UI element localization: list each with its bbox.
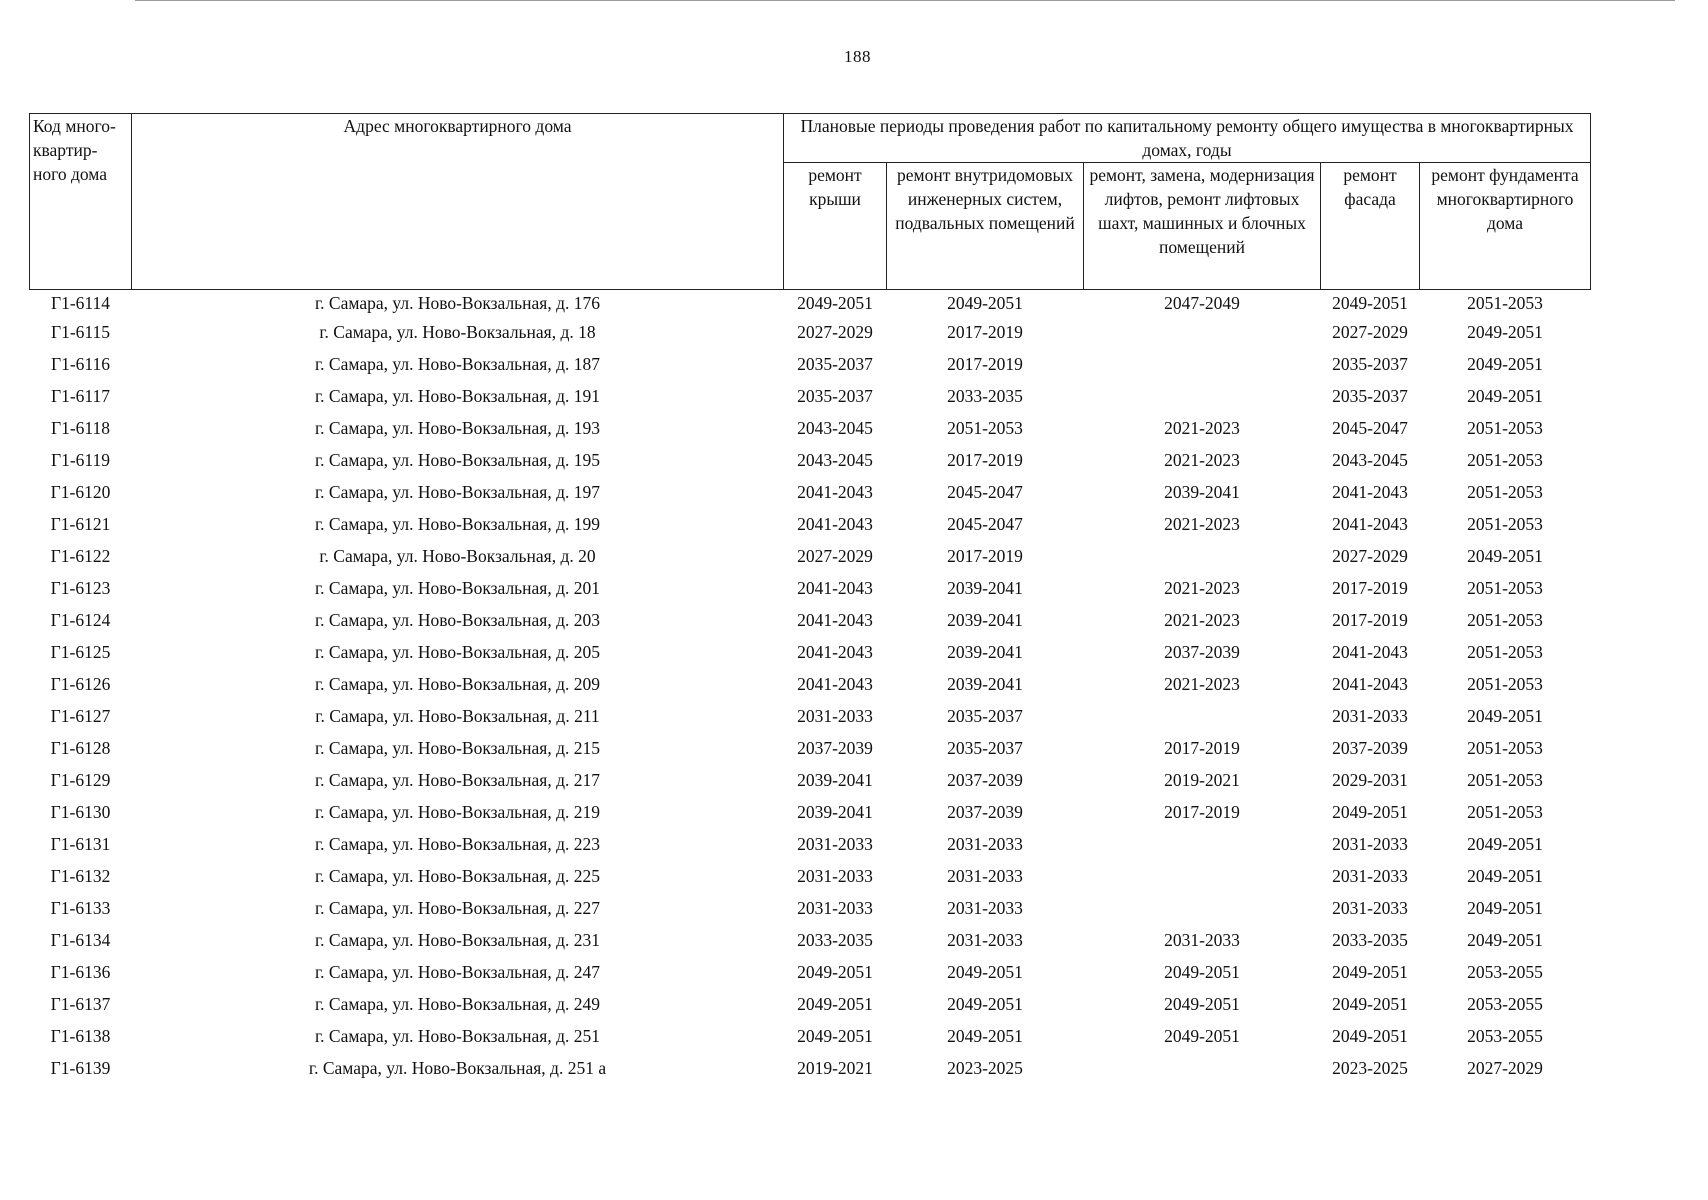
cell-building-code: Г1-6132 (50, 866, 111, 886)
cell-roof-period: 2035-2037 (797, 354, 873, 374)
cell-foundation-period: 2051-2053 (1467, 610, 1543, 630)
cell-foundation-period: 2049-2051 (1467, 546, 1543, 566)
cell-roof-period: 2041-2043 (797, 642, 873, 662)
cell-facade-period: 2043-2045 (1332, 450, 1408, 470)
cell-facade-period: 2033-2035 (1332, 930, 1408, 950)
cell-engineering-period: 2039-2041 (947, 674, 1023, 694)
cell-elevator-period: 2017-2019 (1164, 802, 1240, 822)
cell-facade-period: 2017-2019 (1332, 578, 1408, 598)
cell-roof-period: 2027-2029 (797, 546, 873, 566)
cell-address: г. Самара, ул. Ново-Вокзальная, д. 193 (314, 418, 601, 438)
cell-foundation-period: 2053-2055 (1467, 962, 1543, 982)
header-engineering-repair: ремонт внутридомовых инженерных систем, подвальных помещений (887, 163, 1084, 290)
table-row (30, 290, 1591, 317)
cell-elevator-period (1084, 700, 1321, 732)
cell-engineering-period: 2031-2033 (947, 930, 1023, 950)
cell-building-code: Г1-6118 (50, 418, 111, 438)
table-row (30, 476, 1591, 508)
cell-roof-period: 2049-2051 (797, 994, 873, 1014)
cell-building-code: Г1-6134 (50, 930, 111, 950)
cell-address: г. Самара, ул. Ново-Вокзальная, д. 176 (314, 293, 601, 313)
cell-address: г. Самара, ул. Ново-Вокзальная, д. 231 (314, 930, 601, 950)
table-row (30, 924, 1591, 956)
cell-foundation-period: 2051-2053 (1467, 450, 1543, 470)
table-row (30, 380, 1591, 412)
cell-facade-period: 2029-2031 (1332, 770, 1408, 790)
cell-engineering-period: 2033-2035 (947, 386, 1023, 406)
table-row (30, 636, 1591, 668)
cell-roof-period: 2041-2043 (797, 578, 873, 598)
cell-building-code: Г1-6126 (50, 674, 111, 694)
cell-elevator-period (1084, 380, 1321, 412)
cell-foundation-period: 2051-2053 (1467, 642, 1543, 662)
cell-roof-period: 2041-2043 (797, 514, 873, 534)
cell-elevator-period: 2021-2023 (1164, 450, 1240, 470)
header-foundation-repair: ремонт фундамента многоквартирного дома (1420, 163, 1591, 290)
table-row (30, 348, 1591, 380)
cell-engineering-period: 2017-2019 (947, 354, 1023, 374)
cell-engineering-period: 2051-2053 (947, 418, 1023, 438)
cell-facade-period: 2041-2043 (1332, 642, 1408, 662)
table-row (30, 988, 1591, 1020)
cell-roof-period: 2041-2043 (797, 610, 873, 630)
cell-address: г. Самара, ул. Ново-Вокзальная, д. 18 (319, 322, 596, 342)
cell-roof-period: 2049-2051 (797, 962, 873, 982)
cell-foundation-period: 2051-2053 (1467, 802, 1543, 822)
cell-address: г. Самара, ул. Ново-Вокзальная, д. 247 (314, 962, 601, 982)
cell-elevator-period: 2021-2023 (1164, 418, 1240, 438)
cell-roof-period: 2041-2043 (797, 482, 873, 502)
page-number: 188 (844, 47, 871, 66)
cell-facade-period: 2041-2043 (1332, 514, 1408, 534)
cell-facade-period: 2031-2033 (1332, 834, 1408, 854)
cell-building-code: Г1-6137 (50, 994, 111, 1014)
cell-building-code: Г1-6138 (50, 1026, 111, 1046)
cell-foundation-period: 2049-2051 (1467, 354, 1543, 374)
cell-elevator-period (1084, 1052, 1321, 1084)
table-row (30, 1052, 1591, 1084)
cell-elevator-period (1084, 348, 1321, 380)
cell-facade-period: 2049-2051 (1332, 1026, 1408, 1046)
cell-address: г. Самара, ул. Ново-Вокзальная, д. 205 (314, 642, 601, 662)
cell-address: г. Самара, ул. Ново-Вокзальная, д. 199 (314, 514, 601, 534)
cell-elevator-period (1084, 540, 1321, 572)
header-building-code: Код много-квартир-ного дома (30, 114, 132, 290)
table-row (30, 508, 1591, 540)
table-row (30, 604, 1591, 636)
cell-roof-period: 2019-2021 (797, 1058, 873, 1078)
table-row (30, 540, 1591, 572)
cell-building-code: Г1-6128 (50, 738, 111, 758)
cell-roof-period: 2049-2051 (797, 293, 873, 313)
cell-facade-period: 2049-2051 (1332, 293, 1408, 313)
cell-engineering-period: 2035-2037 (947, 738, 1023, 758)
cell-facade-period: 2017-2019 (1332, 610, 1408, 630)
header-facade-repair: ремонт фасада (1321, 163, 1420, 290)
cell-roof-period: 2031-2033 (797, 706, 873, 726)
cell-foundation-period: 2051-2053 (1467, 482, 1543, 502)
cell-address: г. Самара, ул. Ново-Вокзальная, д. 219 (314, 802, 601, 822)
header-roof-repair: ремонт крыши (784, 163, 887, 290)
cell-elevator-period: 2039-2041 (1164, 482, 1240, 502)
cell-building-code: Г1-6139 (50, 1058, 111, 1078)
table-row (30, 668, 1591, 700)
cell-foundation-period: 2049-2051 (1467, 834, 1543, 854)
cell-building-code: Г1-6114 (50, 293, 111, 313)
cell-building-code: Г1-6125 (50, 642, 111, 662)
cell-address: г. Самара, ул. Ново-Вокзальная, д. 20 (319, 546, 596, 566)
cell-address: г. Самара, ул. Ново-Вокзальная, д. 203 (314, 610, 601, 630)
cell-building-code: Г1-6124 (50, 610, 111, 630)
cell-elevator-period (1084, 892, 1321, 924)
cell-elevator-period: 2021-2023 (1164, 674, 1240, 694)
cell-engineering-period: 2049-2051 (947, 1026, 1023, 1046)
cell-building-code: Г1-6136 (50, 962, 111, 982)
table-row (30, 316, 1591, 348)
cell-engineering-period: 2045-2047 (947, 482, 1023, 502)
cell-address: г. Самара, ул. Ново-Вокзальная, д. 211 (315, 706, 600, 726)
cell-elevator-period: 2017-2019 (1164, 738, 1240, 758)
cell-elevator-period: 2049-2051 (1164, 994, 1240, 1014)
cell-facade-period: 2035-2037 (1332, 354, 1408, 374)
cell-facade-period: 2031-2033 (1332, 706, 1408, 726)
cell-address: г. Самара, ул. Ново-Вокзальная, д. 187 (314, 354, 601, 374)
cell-address: г. Самара, ул. Ново-Вокзальная, д. 249 (314, 994, 601, 1014)
cell-building-code: Г1-6133 (50, 898, 111, 918)
cell-facade-period: 2049-2051 (1332, 962, 1408, 982)
cell-address: г. Самара, ул. Ново-Вокзальная, д. 217 (314, 770, 601, 790)
cell-facade-period: 2041-2043 (1332, 674, 1408, 694)
table-row (30, 956, 1591, 988)
header-planned-periods: Плановые периоды проведения работ по капитальному ремонту общего имущества в многоквартирных домах, годы (784, 114, 1591, 163)
cell-roof-period: 2043-2045 (797, 450, 873, 470)
cell-building-code: Г1-6121 (50, 514, 111, 534)
table-row (30, 572, 1591, 604)
cell-engineering-period: 2031-2033 (947, 866, 1023, 886)
capital-repair-schedule-table (29, 113, 1591, 1084)
cell-building-code: Г1-6123 (50, 578, 111, 598)
cell-building-code: Г1-6127 (50, 706, 111, 726)
cell-building-code: Г1-6131 (50, 834, 111, 854)
cell-roof-period: 2041-2043 (797, 674, 873, 694)
cell-address: г. Самара, ул. Ново-Вокзальная, д. 227 (314, 898, 601, 918)
cell-engineering-period: 2031-2033 (947, 834, 1023, 854)
cell-elevator-period: 2021-2023 (1164, 578, 1240, 598)
table-row (30, 764, 1591, 796)
cell-foundation-period: 2053-2055 (1467, 994, 1543, 1014)
cell-elevator-period: 2021-2023 (1164, 514, 1240, 534)
cell-elevator-period: 2021-2023 (1164, 610, 1240, 630)
cell-engineering-period: 2049-2051 (947, 293, 1023, 313)
table-row (30, 412, 1591, 444)
table-row (30, 860, 1591, 892)
cell-roof-period: 2033-2035 (797, 930, 873, 950)
table-row (30, 892, 1591, 924)
cell-elevator-period: 2019-2021 (1164, 770, 1240, 790)
cell-roof-period: 2035-2037 (797, 386, 873, 406)
cell-engineering-period: 2037-2039 (947, 802, 1023, 822)
table-row (30, 732, 1591, 764)
cell-elevator-period (1084, 316, 1321, 348)
top-edge-rule (135, 0, 1675, 1)
cell-foundation-period: 2051-2053 (1467, 578, 1543, 598)
cell-foundation-period: 2051-2053 (1467, 770, 1543, 790)
cell-address: г. Самара, ул. Ново-Вокзальная, д. 209 (314, 674, 601, 694)
table-row (30, 828, 1591, 860)
cell-elevator-period: 2031-2033 (1164, 930, 1240, 950)
cell-roof-period: 2031-2033 (797, 866, 873, 886)
cell-foundation-period: 2051-2053 (1467, 293, 1543, 313)
header-address: Адрес многоквартирного дома (132, 114, 784, 290)
cell-address: г. Самара, ул. Ново-Вокзальная, д. 223 (314, 834, 601, 854)
cell-building-code: Г1-6117 (50, 386, 111, 406)
cell-foundation-period: 2051-2053 (1467, 514, 1543, 534)
cell-elevator-period: 2037-2039 (1164, 642, 1240, 662)
table-row (30, 700, 1591, 732)
cell-facade-period: 2027-2029 (1332, 546, 1408, 566)
cell-elevator-period: 2049-2051 (1164, 1026, 1240, 1046)
cell-roof-period: 2027-2029 (797, 322, 873, 342)
cell-building-code: Г1-6116 (50, 354, 111, 374)
header-elevator-repair: ремонт, замена, модернизация лифтов, ремонт лифтовых шахт, машинных и блочных помещений (1084, 163, 1321, 290)
cell-engineering-period: 2049-2051 (947, 994, 1023, 1014)
cell-building-code: Г1-6115 (50, 322, 111, 342)
cell-engineering-period: 2037-2039 (947, 770, 1023, 790)
cell-address: г. Самара, ул. Ново-Вокзальная, д. 215 (314, 738, 601, 758)
cell-engineering-period: 2017-2019 (947, 546, 1023, 566)
cell-building-code: Г1-6119 (50, 450, 111, 470)
cell-address: г. Самара, ул. Ново-Вокзальная, д. 251 (314, 1026, 601, 1046)
cell-foundation-period: 2051-2053 (1467, 418, 1543, 438)
cell-facade-period: 2027-2029 (1332, 322, 1408, 342)
cell-building-code: Г1-6129 (50, 770, 111, 790)
cell-engineering-period: 2031-2033 (947, 898, 1023, 918)
cell-facade-period: 2031-2033 (1332, 866, 1408, 886)
cell-address: г. Самара, ул. Ново-Вокзальная, д. 191 (314, 386, 601, 406)
cell-facade-period: 2023-2025 (1332, 1058, 1408, 1078)
cell-engineering-period: 2039-2041 (947, 642, 1023, 662)
cell-building-code: Г1-6130 (50, 802, 111, 822)
cell-foundation-period: 2049-2051 (1467, 930, 1543, 950)
table-row (30, 444, 1591, 476)
cell-engineering-period: 2049-2051 (947, 962, 1023, 982)
cell-engineering-period: 2017-2019 (947, 322, 1023, 342)
cell-roof-period: 2043-2045 (797, 418, 873, 438)
cell-elevator-period (1084, 828, 1321, 860)
cell-address: г. Самара, ул. Ново-Вокзальная, д. 225 (314, 866, 601, 886)
cell-facade-period: 2049-2051 (1332, 802, 1408, 822)
cell-facade-period: 2045-2047 (1332, 418, 1408, 438)
cell-foundation-period: 2049-2051 (1467, 898, 1543, 918)
cell-engineering-period: 2035-2037 (947, 706, 1023, 726)
cell-facade-period: 2049-2051 (1332, 994, 1408, 1014)
cell-roof-period: 2031-2033 (797, 898, 873, 918)
cell-building-code: Г1-6122 (50, 546, 111, 566)
cell-address: г. Самара, ул. Ново-Вокзальная, д. 197 (314, 482, 601, 502)
cell-roof-period: 2031-2033 (797, 834, 873, 854)
cell-roof-period: 2039-2041 (797, 802, 873, 822)
cell-address: г. Самара, ул. Ново-Вокзальная, д. 195 (314, 450, 601, 470)
cell-foundation-period: 2051-2053 (1467, 738, 1543, 758)
cell-foundation-period: 2049-2051 (1467, 706, 1543, 726)
cell-address: г. Самара, ул. Ново-Вокзальная, д. 201 (314, 578, 601, 598)
cell-engineering-period: 2023-2025 (947, 1058, 1023, 1078)
cell-elevator-period: 2047-2049 (1164, 293, 1240, 313)
cell-roof-period: 2039-2041 (797, 770, 873, 790)
cell-foundation-period: 2049-2051 (1467, 322, 1543, 342)
table-row (30, 1020, 1591, 1052)
cell-roof-period: 2049-2051 (797, 1026, 873, 1046)
cell-building-code: Г1-6120 (50, 482, 111, 502)
cell-address: г. Самара, ул. Ново-Вокзальная, д. 251 а (308, 1058, 607, 1078)
cell-foundation-period: 2049-2051 (1467, 866, 1543, 886)
table-row (30, 796, 1591, 828)
cell-roof-period: 2037-2039 (797, 738, 873, 758)
cell-facade-period: 2037-2039 (1332, 738, 1408, 758)
cell-foundation-period: 2049-2051 (1467, 386, 1543, 406)
cell-elevator-period (1084, 860, 1321, 892)
cell-engineering-period: 2039-2041 (947, 610, 1023, 630)
cell-foundation-period: 2027-2029 (1467, 1058, 1543, 1078)
table-header (30, 114, 1591, 290)
cell-elevator-period: 2049-2051 (1164, 962, 1240, 982)
cell-engineering-period: 2017-2019 (947, 450, 1023, 470)
cell-facade-period: 2031-2033 (1332, 898, 1408, 918)
cell-foundation-period: 2051-2053 (1467, 674, 1543, 694)
cell-foundation-period: 2053-2055 (1467, 1026, 1543, 1046)
cell-engineering-period: 2039-2041 (947, 578, 1023, 598)
cell-facade-period: 2041-2043 (1332, 482, 1408, 502)
table-body (30, 290, 1591, 1085)
cell-facade-period: 2035-2037 (1332, 386, 1408, 406)
cell-engineering-period: 2045-2047 (947, 514, 1023, 534)
